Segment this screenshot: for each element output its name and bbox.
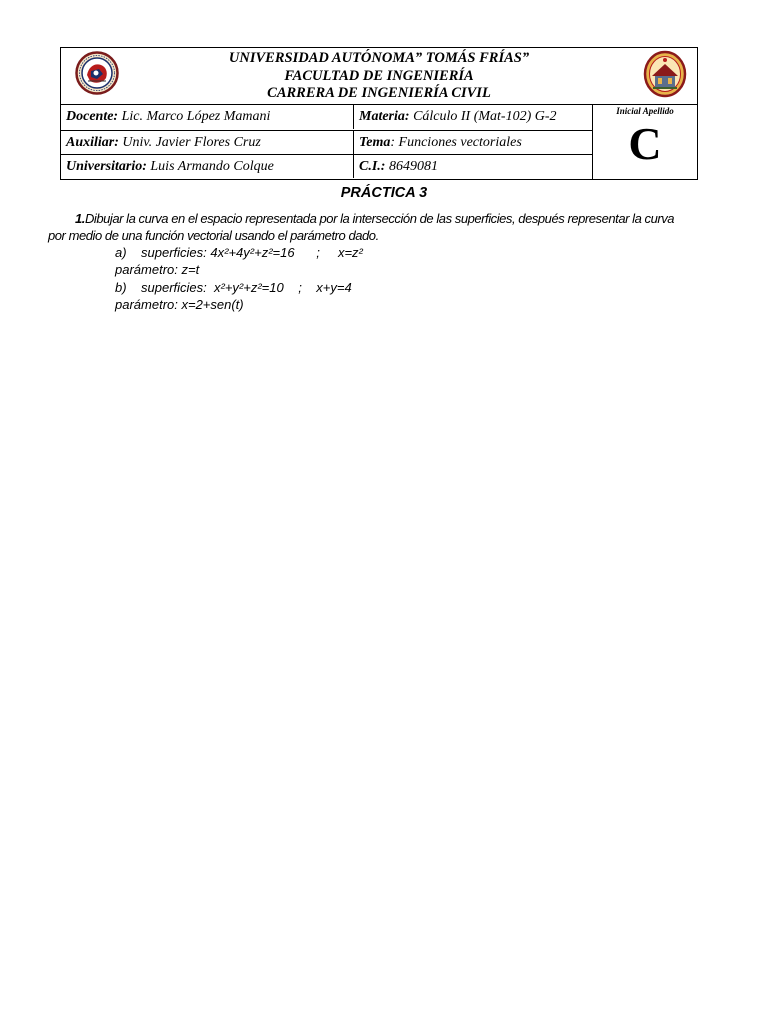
question-number: 1.: [75, 211, 85, 226]
career-name: CARRERA DE INGENIERÍA CIVIL: [267, 85, 491, 101]
info-row-universitario: [61, 154, 593, 178]
item-b-surfaces-label: superficies:: [141, 280, 207, 295]
question-text-2: por medio de una función vectorial usando el parámetro dado.: [48, 228, 379, 243]
faculty-name: FACULTAD DE INGENIERÍA: [284, 67, 474, 84]
auxiliar-cell: [61, 131, 354, 154]
item-b-eq2: x+y=4: [316, 280, 352, 295]
item-b-label: b): [115, 280, 127, 295]
auxiliar-label: Auxiliar:: [66, 135, 119, 150]
item-a-eq2: x=z²: [337, 245, 363, 260]
ci-value: 8649081: [388, 159, 438, 174]
materia-value: Cálculo II (Mat-102) G-2: [413, 109, 557, 124]
item-b-sep: ;: [298, 280, 302, 295]
auxiliar-value: Univ. Javier Flores Cruz: [122, 135, 261, 150]
tema-value: : Funciones vectoriales: [390, 135, 522, 150]
materia-cell: [354, 105, 593, 129]
docente-cell: [61, 105, 354, 129]
initial-letter: C: [628, 118, 662, 169]
item-a-surfaces-label: superficies:: [141, 245, 207, 260]
item-a-label: a): [115, 245, 127, 260]
university-name: UNIVERSIDAD AUTÓNOMA” TOMÁS FRÍAS”: [228, 50, 530, 66]
universitario-value: Luis Armando Colque: [150, 159, 274, 174]
header-box: [60, 47, 698, 180]
tema-label: Tema: [359, 135, 391, 150]
question-line-1: [75, 210, 715, 228]
initial-caption: Inicial Apellido: [616, 106, 674, 116]
info-table: [61, 105, 697, 179]
info-row-auxiliar: [61, 130, 593, 154]
item-a-param: parámetro: z=t: [115, 262, 200, 277]
question-text-1: Dibujar la curva en el espacio representada por la intersección de las superficies, después representar la curva: [84, 211, 675, 226]
item-b-eq1: x²+y²+z²=10: [214, 280, 284, 295]
item-b-param: parámetro: x=2+sen(t): [115, 297, 244, 312]
universitario-cell: [61, 155, 354, 178]
item-a-eq1: 4x²+4y²+z²=16: [210, 245, 295, 260]
docente-label: Docente:: [66, 109, 119, 124]
info-row-docente: [61, 105, 593, 129]
item-a-sep: ;: [316, 245, 320, 260]
docente-value: Lic. Marco López Mamani: [121, 109, 271, 124]
ci-label: C.I.:: [359, 159, 386, 174]
university-seal-logo: [75, 51, 119, 95]
engineering-faculty-logo: [643, 50, 687, 98]
initial-box: [592, 105, 697, 179]
title-block: [61, 48, 697, 105]
materia-label: Materia:: [359, 109, 410, 124]
tema-cell: [354, 131, 593, 154]
practice-title: PRÁCTICA 3: [340, 185, 428, 201]
item-a: [115, 244, 363, 262]
item-b: [115, 279, 352, 297]
universitario-label: Universitario:: [66, 159, 147, 174]
ci-cell: [354, 155, 593, 178]
